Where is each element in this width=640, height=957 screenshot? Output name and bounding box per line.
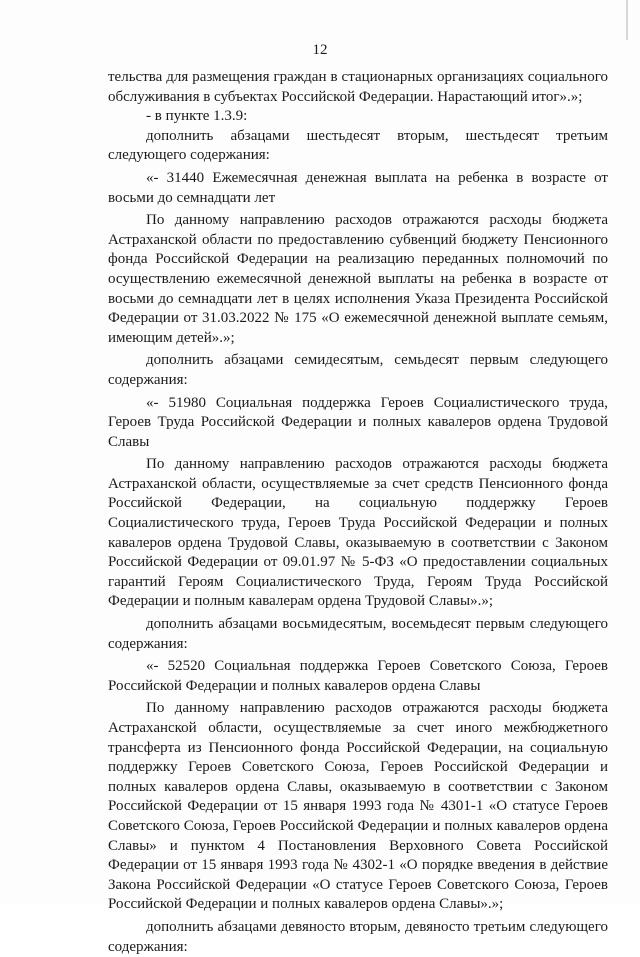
scan-edge-mark: [626, 0, 628, 40]
paragraph-instruction: дополнить абзацами шестьдесят вторым, шестьдесят третьим следующего содержания:: [108, 127, 608, 164]
paragraph-description: По данному направлению расходов отражаются расходы бюджета Астраханской области, осуществляемые за счет иного межбюджетного трансферта из Пенсионного фонда Российской Федерации, на социальную поддержку Героев Советского Союза, Героев Российской Федерации и полных кавалеров ордена Славы, оказываемую в соответствии с Законом Российской Федерации от 15 января 1993 года № 4301-1 «О статусе Героев Советского Союза, Героев Российской Федерации и полных кавалеров ордена Славы» и пунктом 4 Постановления Верховного Совета Российской Федерации от 15 января 1993 года № 4302-1 «О порядке введения в действие Закона Российской Федерации «О статусе Героев Советского Союза, Героев Российской Федерации и полных кавалеров ордена Славы».»;: [108, 700, 608, 913]
paragraph-code-51980: «- 51980 Социальная поддержка Героев Социалистического труда, Героев Труда Российской Федерации и полных кавалеров ордена Трудовой Славы: [108, 394, 608, 450]
paragraph-continuation: тельства для размещения граждан в стационарных организациях социального обслуживания в субъектах Российской Федерации. Нарастающий итог».»;: [108, 69, 608, 105]
document-body: [108, 68, 608, 957]
paragraph-code-31440: «- 31440 Ежемесячная денежная выплата на ребенка в возрасте от восьми до семнадцати лет: [108, 169, 608, 206]
paragraph-instruction: дополнить абзацами семидесятым, семьдесят первым следующего содержания:: [108, 352, 608, 388]
paragraph-instruction: дополнить абзацами восьмидесятым, восемьдесят первым следующего содержания:: [108, 616, 608, 652]
paragraph-code-52520: «- 52520 Социальная поддержка Героев Советского Союза, Героев Российской Федерации и полных кавалеров ордена Славы: [108, 658, 608, 694]
paragraph-description: По данному направлению расходов отражаются расходы бюджета Астраханской области по предоставлению субвенций бюджету Пенсионного фонда Российской Федерации на реализацию переданных полномочий по осуществлению ежемесячной денежной выплаты на ребенка в возрасте от восьми до семнадцати лет в целях исполнения Указа Президента Российской Федерации от 31.03.2022 № 175 «О ежемесячной денежной выплате семьям, имеющим детей».»;: [108, 212, 608, 346]
paragraph-description: По данному направлению расходов отражаются расходы бюджета Астраханской области, осуществляемые за счет средств Пенсионного фонда Российской Федерации, на социальную поддержку Героев Социалистического труда, Героев Труда Российской Федерации и полных кавалеров ордена Трудовой Славы, оказываемую в соответствии с Законом Российской Федерации от 09.01.97 № 5-ФЗ «О предоставлении социальных гарантий Героям Социалистического Труда, Героям Труда Российской Федерации и полным кавалерам ордена Трудовой Славы».»;: [108, 456, 608, 610]
page-number: 12: [312, 42, 328, 58]
paragraph-instruction: дополнить абзацами девяносто вторым, девяносто третьим следующего содержания:: [108, 918, 608, 955]
paragraph-item-heading: - в пункте 1.3.9:: [146, 108, 248, 125]
